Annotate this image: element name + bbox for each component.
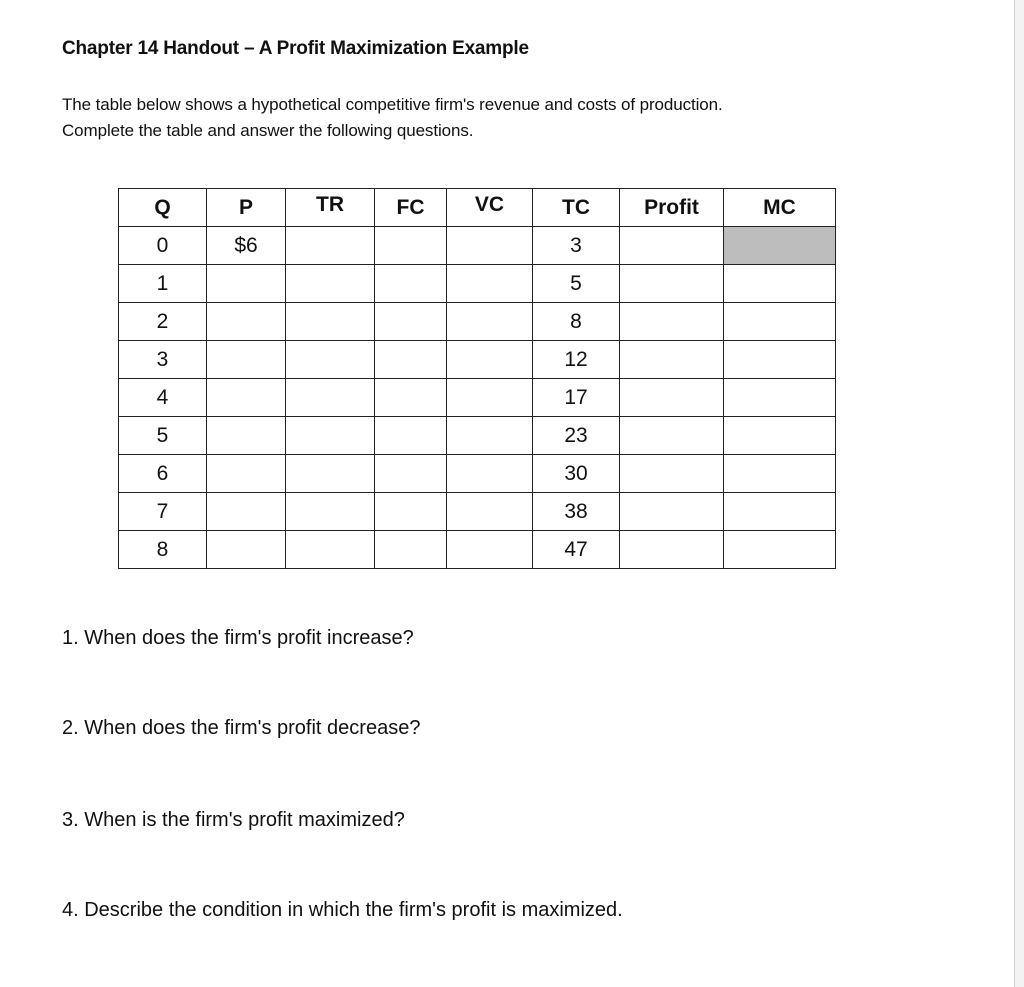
cell-fc[interactable] [375, 531, 447, 569]
table-row [119, 303, 836, 341]
cell-fc[interactable] [375, 227, 447, 265]
cell-vc[interactable] [447, 379, 533, 417]
cell-fc[interactable] [375, 379, 447, 417]
cell-profit[interactable] [620, 303, 724, 341]
cell-p[interactable] [207, 303, 286, 341]
header-profit: Profit [620, 189, 724, 227]
cell-vc[interactable] [447, 265, 533, 303]
cell-fc[interactable] [375, 303, 447, 341]
cell-vc[interactable] [447, 493, 533, 531]
cell-tc: 47 [533, 531, 620, 569]
cell-profit[interactable] [620, 417, 724, 455]
cell-tc: 8 [533, 303, 620, 341]
cell-tr[interactable] [286, 265, 375, 303]
cell-p[interactable] [207, 455, 286, 493]
cell-tc: 30 [533, 455, 620, 493]
header-q: Q [119, 189, 207, 227]
cell-q: 2 [119, 303, 207, 341]
cell-q: 6 [119, 455, 207, 493]
intro-line: The table below shows a hypothetical competitive firm's revenue and costs of production. [62, 95, 723, 114]
cell-mc[interactable] [724, 341, 836, 379]
table-row [119, 341, 836, 379]
cell-tc: 38 [533, 493, 620, 531]
cell-profit[interactable] [620, 455, 724, 493]
question-4: 4. Describe the condition in which the firm's profit is maximized. [62, 899, 623, 921]
profit-table [118, 188, 836, 569]
cell-p: $6 [207, 227, 286, 265]
cell-p[interactable] [207, 341, 286, 379]
table-row [119, 417, 836, 455]
header-tc: TC [533, 189, 620, 227]
cell-p[interactable] [207, 493, 286, 531]
cell-tc: 17 [533, 379, 620, 417]
intro-line: Complete the table and answer the following questions. [62, 121, 474, 140]
cell-p[interactable] [207, 417, 286, 455]
cell-tr[interactable] [286, 303, 375, 341]
cell-fc[interactable] [375, 455, 447, 493]
header-tr: TR [286, 189, 375, 227]
cell-tr[interactable] [286, 417, 375, 455]
cell-tc: 23 [533, 417, 620, 455]
cell-tr[interactable] [286, 227, 375, 265]
table-row [119, 379, 836, 417]
cell-tr[interactable] [286, 341, 375, 379]
cell-fc[interactable] [375, 265, 447, 303]
cell-mc[interactable] [724, 303, 836, 341]
cell-mc[interactable] [724, 265, 836, 303]
cell-mc[interactable] [724, 531, 836, 569]
cell-vc[interactable] [447, 531, 533, 569]
header-vc: VC [447, 189, 533, 227]
cell-tc: 12 [533, 341, 620, 379]
cell-q: 8 [119, 531, 207, 569]
cell-vc[interactable] [447, 227, 533, 265]
header-mc: MC [724, 189, 836, 227]
cell-mc[interactable] [724, 417, 836, 455]
cell-q: 5 [119, 417, 207, 455]
cell-fc[interactable] [375, 341, 447, 379]
cell-tr[interactable] [286, 455, 375, 493]
cell-mc[interactable] [724, 493, 836, 531]
cell-mc-shaded [724, 227, 836, 265]
cell-profit[interactable] [620, 227, 724, 265]
question-1: 1. When does the firm's profit increase? [62, 627, 414, 649]
cell-tr[interactable] [286, 531, 375, 569]
intro-paragraph [62, 92, 723, 144]
cell-q: 1 [119, 265, 207, 303]
page-title: Chapter 14 Handout – A Profit Maximization Example [62, 38, 529, 59]
cell-profit[interactable] [620, 265, 724, 303]
table-row [119, 493, 836, 531]
cell-vc[interactable] [447, 303, 533, 341]
header-p: P [207, 189, 286, 227]
cell-fc[interactable] [375, 417, 447, 455]
cell-vc[interactable] [447, 455, 533, 493]
cell-q: 0 [119, 227, 207, 265]
cell-q: 3 [119, 341, 207, 379]
cell-vc[interactable] [447, 341, 533, 379]
cell-q: 7 [119, 493, 207, 531]
cell-mc[interactable] [724, 379, 836, 417]
viewer-edge [1014, 0, 1024, 987]
header-fc: FC [375, 189, 447, 227]
table-row [119, 455, 836, 493]
question-3: 3. When is the firm's profit maximized? [62, 809, 405, 831]
cell-tc: 5 [533, 265, 620, 303]
cell-p[interactable] [207, 379, 286, 417]
cell-vc[interactable] [447, 417, 533, 455]
table-row [119, 531, 836, 569]
cell-fc[interactable] [375, 493, 447, 531]
cell-tr[interactable] [286, 379, 375, 417]
table-row [119, 265, 836, 303]
table-row [119, 227, 836, 265]
cell-q: 4 [119, 379, 207, 417]
cell-profit[interactable] [620, 379, 724, 417]
cell-mc[interactable] [724, 455, 836, 493]
cell-tr[interactable] [286, 493, 375, 531]
cell-tc: 3 [533, 227, 620, 265]
cell-profit[interactable] [620, 493, 724, 531]
cell-profit[interactable] [620, 531, 724, 569]
table-header-row [119, 189, 836, 227]
cell-p[interactable] [207, 265, 286, 303]
cell-p[interactable] [207, 531, 286, 569]
question-2: 2. When does the firm's profit decrease? [62, 717, 421, 739]
cell-profit[interactable] [620, 341, 724, 379]
